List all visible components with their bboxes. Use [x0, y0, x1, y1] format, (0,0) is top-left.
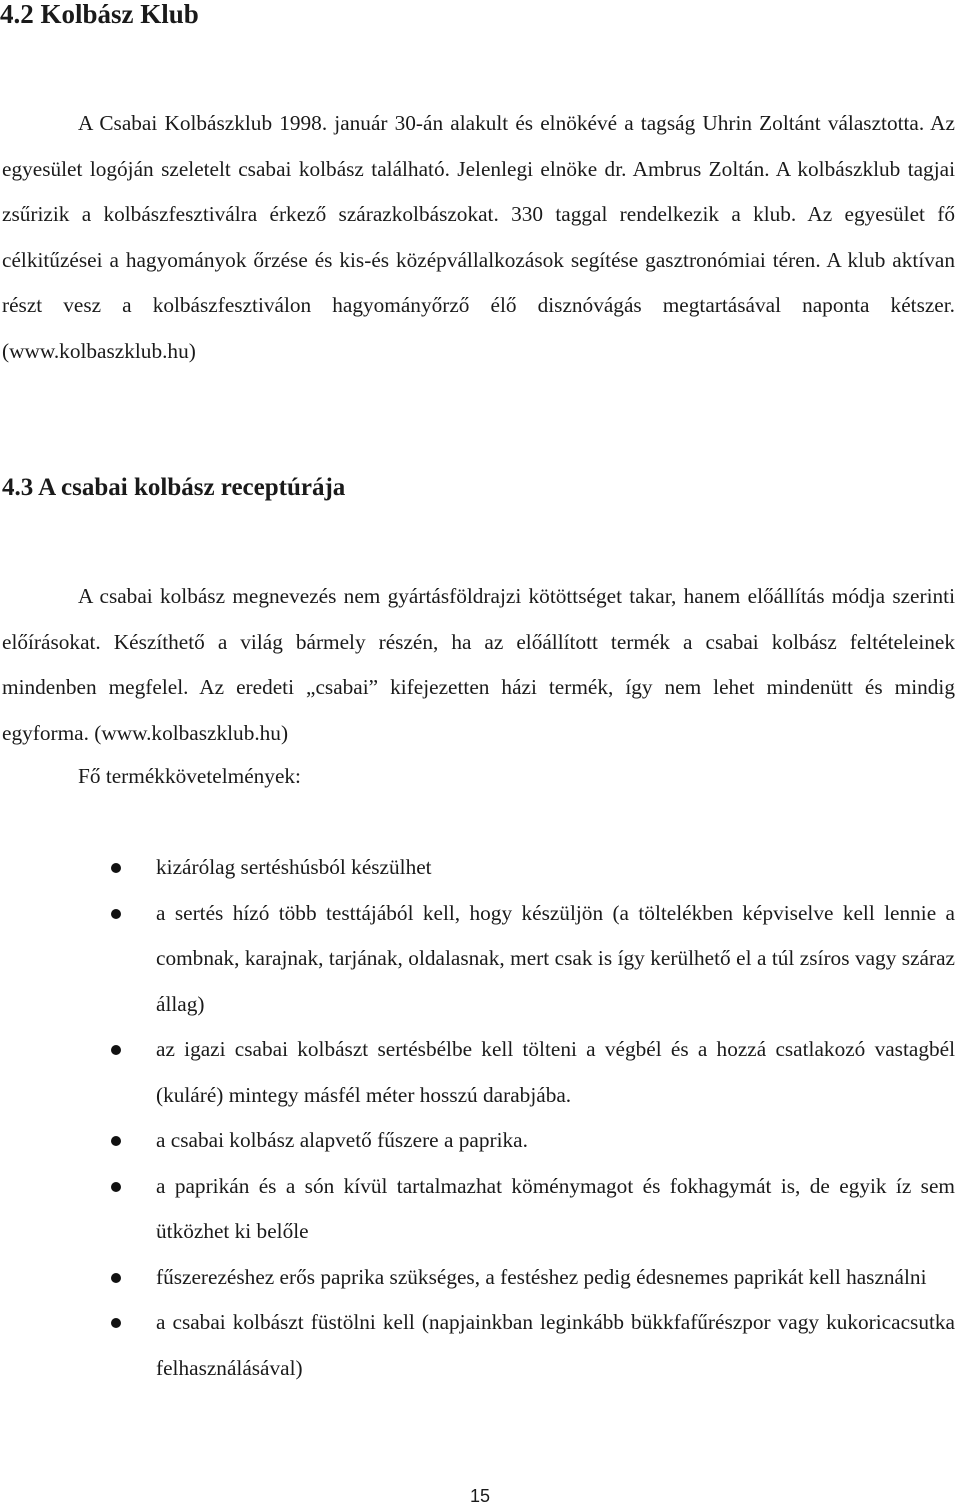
bullet-icon: [111, 1182, 121, 1192]
list-item-text: kizárólag sertéshúsból készülhet: [156, 855, 432, 879]
kolbasz-klub-paragraph: A Csabai Kolbászklub 1998. január 30-án alakult és elnökévé a tagság Uhrin Zoltánt választotta. Az egyesület logóján szeletelt csabai kolbász található. Jelenlegi elnöke dr. Ambrus Zoltán. A kolbászklub tagjai zsűrizik a kolbászfesztiválra érkező szárazkolbászokat. 330 taggal rendelkezik a klub. Az egyesület fő célkitűzései a hagyományok őrzése és kis-és középvállalkozások segítése gasztronómiai téren. A klub aktívan részt vesz a kolbászfesztiválon hagyományőrző élő disznóvágás megtartásával naponta kétszer. (www.kolbaszklub.hu): [2, 111, 955, 363]
list-item-text: fűszerezéshez erős paprika szükséges, a festéshez pedig édesnemes paprikát kell használni: [156, 1264, 927, 1289]
list-item: [0, 1164, 955, 1255]
list-item-text: a csabai kolbász alapvető fűszere a paprika.: [156, 1128, 528, 1152]
list-item: [0, 1255, 955, 1301]
bullet-icon: [111, 1136, 121, 1146]
list-item-text: a csabai kolbászt füstölni kell (napjainkban leginkább bükkfafűrészpor vagy kukoricacsutka felhasználásával): [156, 1310, 955, 1380]
list-item: [0, 845, 955, 891]
section-heading-4-3: 4.3 A csabai kolbász receptúrája: [2, 474, 346, 501]
list-item-text: a sertés hízó több testtájából kell, hogy készüljön (a töltelékben képviselve kell lennie a combnak, karajnak, tarjának, oldalasnak, mert csak is így kerülhető el a túl zsíros vagy száraz állag): [156, 900, 955, 1016]
bullet-icon: [111, 863, 121, 873]
page-number: 15: [469, 1486, 491, 1506]
bullet-icon: [111, 1273, 121, 1283]
list-item: [0, 1027, 955, 1118]
requirements-heading: Fő termékkövetelmények:: [78, 764, 301, 788]
bullet-icon: [111, 909, 121, 919]
list-item-text: a paprikán és a són kívül tartalmazhat köménymagot és fokhagymát is, de egyik íz sem ütközhet ki belőle: [156, 1173, 955, 1243]
recipe-paragraph: A csabai kolbász megnevezés nem gyártásföldrajzi kötöttséget takar, hanem előállítás módja szerinti előírásokat. Készíthető a világ bármely részén, ha az előállított termék a csabai kolbász feltételeinek mindenben megfelel. Az eredeti „csabai” kifejezetten házi termék, így nem lehet mindenütt és mindig egyforma. (www.kolbaszklub.hu): [2, 584, 955, 745]
requirements-list: [0, 845, 955, 1391]
list-item: [0, 1300, 955, 1391]
list-item: [0, 1118, 955, 1164]
section-heading-4-2: 4.2 Kolbász Klub: [0, 0, 199, 29]
list-item-text: az igazi csabai kolbászt sertésbélbe kell tölteni a végbél és a hozzá csatlakozó vastagbél (kuláré) mintegy másfél méter hosszú darabjába.: [156, 1037, 955, 1107]
bullet-icon: [111, 1318, 121, 1328]
bullet-icon: [111, 1045, 121, 1055]
list-item: [0, 891, 955, 1028]
